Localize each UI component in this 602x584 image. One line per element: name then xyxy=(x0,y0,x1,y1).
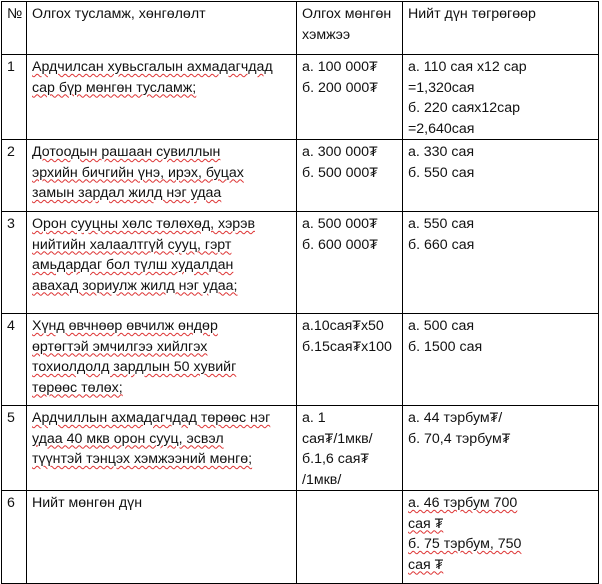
benefits-table xyxy=(1,1,599,584)
table-header-row xyxy=(2,2,599,55)
description-line: замын зардал жилд нэг удаа xyxy=(32,185,222,201)
total-line: б. 75 тэрбум, 750 xyxy=(408,536,522,552)
benefit-description xyxy=(27,55,297,140)
row-number: 1 xyxy=(2,55,27,140)
total-line: а. 110 сая х12 сар xyxy=(408,59,527,75)
row-number: 6 xyxy=(2,491,27,584)
benefit-description xyxy=(27,140,297,212)
total-line: а. 330 сая xyxy=(408,144,475,160)
description-line: Дотоодын рашаан сувиллын xyxy=(32,144,221,160)
benefit-amount xyxy=(297,314,403,406)
amount-line: а. 500 000₮ xyxy=(302,216,378,232)
benefit-amount xyxy=(297,140,403,212)
row-number: 3 xyxy=(2,212,27,314)
amount-line: а.10сая₮х50 xyxy=(302,318,384,334)
description-line: амьдардаг бол түлш худалдан xyxy=(32,257,234,273)
total-line: =2,640сая xyxy=(408,120,475,137)
total-line: а. 46 тэрбум 700 xyxy=(408,495,518,511)
table-row xyxy=(2,212,599,314)
amount-line: а. 100 000₮ xyxy=(302,59,378,75)
header-amount-line: хэмжээ xyxy=(302,26,351,43)
amount-line: б. 200 000₮ xyxy=(302,79,378,96)
description-line: удаа 40 мкв орон сууц, эсвэл xyxy=(32,430,224,447)
table-row xyxy=(2,491,599,584)
amount-line: б.1,6 сая₮ xyxy=(302,451,370,467)
total-line: б. 550 сая xyxy=(408,164,475,181)
benefit-total xyxy=(403,491,599,584)
benefit-description xyxy=(27,491,297,584)
row-number: 4 xyxy=(2,314,27,406)
description-line: Хүнд өвчнөөр өвчилж өндөр xyxy=(32,318,218,334)
amount-line: а. 1 xyxy=(302,410,326,426)
total-line: сая ₮ xyxy=(408,556,444,573)
description-line: Орон сууцны хөлс төлөхөд, хэрэв xyxy=(32,216,255,232)
total-line: б. 220 саях12сар xyxy=(408,100,521,116)
table-row xyxy=(2,140,599,212)
description-line: тохиолдолд зардлын 50 хувийг xyxy=(32,359,237,375)
description-line: нийтийн халаалтгүй сууц, гэрт xyxy=(32,236,232,253)
description-line: өртөгтэй эмчилгээ хийлгэх xyxy=(32,338,208,355)
header-total: Нийт дүн төгрөгөөр xyxy=(403,2,599,55)
total-line: а. 44 тэрбум₮/ xyxy=(408,410,503,426)
benefit-description xyxy=(27,314,297,406)
benefit-total xyxy=(403,212,599,314)
benefit-amount xyxy=(297,212,403,314)
total-line: б. 660 сая xyxy=(408,236,475,253)
description-line: сар бүр мөнгөн тусламж; xyxy=(32,79,197,96)
total-line: =1,320сая xyxy=(408,79,475,96)
header-amount-line: Олгох мөнгөн xyxy=(302,6,392,22)
row-number: 2 xyxy=(2,140,27,212)
header-no: № xyxy=(2,2,27,55)
benefit-total xyxy=(403,314,599,406)
benefit-amount xyxy=(297,406,403,491)
benefit-total xyxy=(403,55,599,140)
total-line: сая ₮ xyxy=(408,515,444,532)
total-line: а. 550 сая xyxy=(408,216,475,232)
benefit-amount xyxy=(297,55,403,140)
benefit-total xyxy=(403,140,599,212)
table-row xyxy=(2,314,599,406)
description-line: төрөөс төлөх; xyxy=(32,379,123,396)
benefit-amount xyxy=(297,491,403,584)
total-line: б. 1500 сая xyxy=(408,338,483,355)
description-line: авахад зориулж жилд нэг удаа; xyxy=(32,277,238,294)
benefit-description xyxy=(27,212,297,314)
amount-line: а. 300 000₮ xyxy=(302,144,378,160)
amount-line: сая₮/1мкв/ xyxy=(302,430,373,447)
table-row xyxy=(2,55,599,140)
description-line: Ардчиллын ахмадагчдад төрөөс нэг xyxy=(32,410,271,426)
table-row xyxy=(2,406,599,491)
amount-line: б. 500 000₮ xyxy=(302,164,378,181)
description-line: түүнтэй тэнцэх хэмжээний мөнгө; xyxy=(32,451,253,467)
row-number: 5 xyxy=(2,406,27,491)
benefit-description xyxy=(27,406,297,491)
header-benefit-type: Олгох тусламж, хөнгөлөлт xyxy=(27,2,297,55)
header-amount xyxy=(297,2,403,55)
amount-line: б.15сая₮х100 xyxy=(302,338,392,355)
description-line: эрхийн бичгийн үнэ, ирэх, буцах xyxy=(32,164,244,181)
amount-line: /1мкв/ xyxy=(302,471,342,488)
description-line: Нийт мөнгөн дүн xyxy=(32,495,143,511)
benefit-total xyxy=(403,406,599,491)
total-line: а. 500 сая xyxy=(408,318,475,334)
description-line: Ардчилсан хувьсгалын ахмадагчдад xyxy=(32,59,273,75)
amount-line: б. 600 000₮ xyxy=(302,236,378,253)
total-line: б. 70,4 тэрбум₮ xyxy=(408,430,511,447)
